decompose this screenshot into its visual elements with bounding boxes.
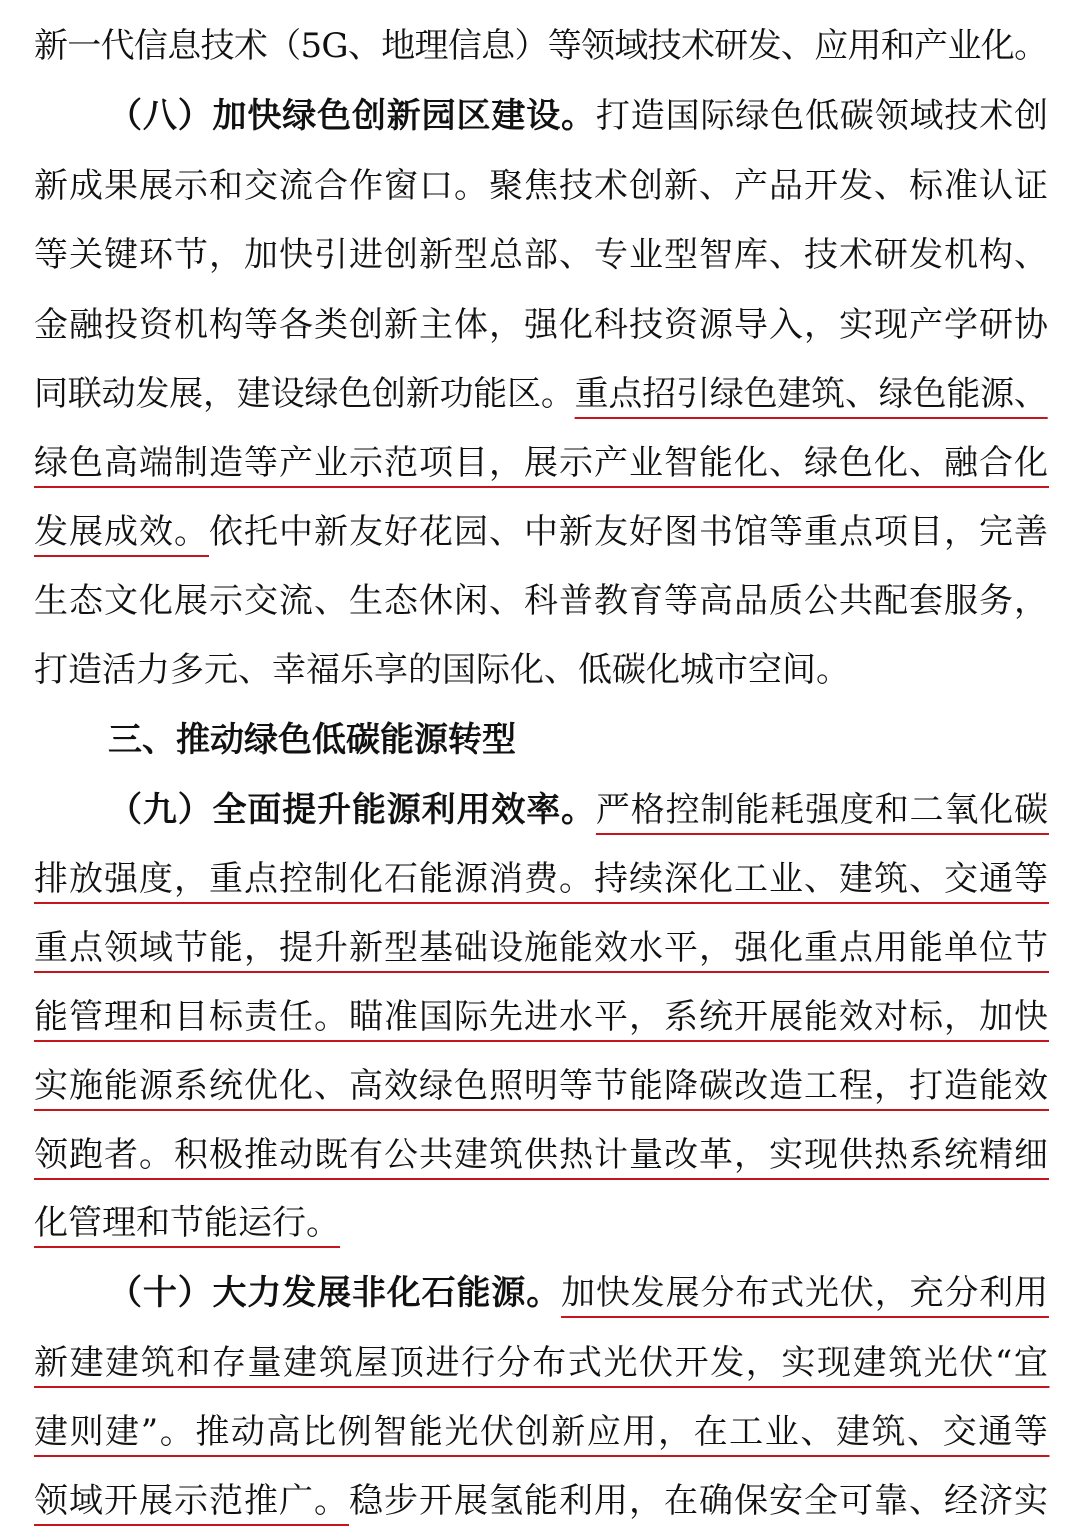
underlined-text: 重点招引绿色建筑、绿色能源、 (574, 374, 1048, 414)
text-line (34, 914, 1049, 983)
text-line (34, 360, 1048, 429)
text-line (108, 776, 1049, 845)
text-line (34, 498, 1049, 567)
text-line (34, 983, 1049, 1052)
body-text: 依托中新友好花园、中新友好图书馆等重点项目，完善 (209, 512, 1049, 552)
underlined-text: 严格控制能耗强度和二氧化碳 (595, 790, 1049, 830)
text-line (34, 1052, 1049, 1121)
text-line (34, 291, 1049, 360)
underlined-text: 能管理和目标责任。瞄准国际先进水平，系统开展能效对标，加快 (34, 997, 1049, 1037)
body-text: 生态文化展示交流、生态休闲、科普教育等高品质公共配套服务， (34, 581, 1049, 621)
body-text: 打造活力多元、幸福乐享的国际化、低碳化城市空间。 (34, 650, 850, 690)
text-line (34, 152, 1049, 221)
underlined-text: 加快发展分布式光伏，充分利用 (561, 1273, 1049, 1313)
body-text: 新成果展示和交流合作窗口。聚焦技术创新、产品开发、标准认证 (34, 166, 1049, 206)
section-lead-bold: （九）全面提升能源利用效率。 (108, 790, 596, 830)
text-line (34, 221, 1049, 290)
underlined-text: 领域开展示范推广。 (34, 1481, 349, 1521)
body-text: 打造国际绿色低碳领域技术创 (595, 96, 1049, 136)
body-text: 金融投资机构等各类创新主体，强化科技资源导入，实现产学研协 (34, 305, 1049, 345)
text-line (34, 845, 1049, 914)
underlined-text: 发展成效。 (34, 512, 209, 552)
underlined-text: 重点领域节能，提升新型基础设施能效水平，强化重点用能单位节 (34, 928, 1049, 968)
text-line (34, 429, 1049, 498)
text-line (108, 1259, 1049, 1328)
text-line (34, 12, 1047, 81)
underlined-text: 建则建”。推动高比例智能光伏创新应用，在工业、建筑、交通等 (34, 1412, 1050, 1452)
text-line (108, 706, 516, 775)
body-text: 同联动发展，建设绿色创新功能区。 (34, 374, 575, 414)
underlined-text: 化管理和节能运行。 (34, 1203, 340, 1243)
text-line (34, 1467, 1049, 1536)
text-line (34, 1189, 340, 1258)
section-lead-bold: （八）加快绿色创新园区建设。 (108, 96, 596, 136)
underlined-text: 实施能源系统优化、高效绿色照明等节能降碳改造工程，打造能效 (34, 1066, 1049, 1106)
text-line (34, 1398, 1050, 1467)
section-lead-bold: （十）大力发展非化石能源。 (108, 1273, 562, 1313)
text-line (34, 567, 1049, 636)
underlined-text: 排放强度，重点控制化石能源消费。持续深化工业、建筑、交通等 (34, 859, 1049, 899)
body-text: 新一代信息技术（5G、地理信息）等领域技术研发、应用和产业化。 (34, 26, 1048, 66)
text-line (34, 636, 850, 705)
underlined-text: 领跑者。积极推动既有公共建筑供热计量改革，实现供热系统精细 (34, 1135, 1049, 1175)
body-text: 稳步开展氢能利用，在确保安全可靠、经济实 (349, 1481, 1049, 1521)
text-line (34, 1121, 1049, 1190)
text-line (34, 1329, 1050, 1398)
chapter-heading: 三、推动绿色低碳能源转型 (108, 720, 516, 760)
text-line (108, 82, 1049, 151)
underlined-text: 新建建筑和存量建筑屋顶进行分布式光伏开发，实现建筑光伏“宜 (34, 1343, 1050, 1383)
body-text: 等关键环节，加快引进创新型总部、专业型智库、技术研发机构、 (34, 235, 1049, 275)
underlined-text: 绿色高端制造等产业示范项目，展示产业智能化、绿色化、融合化 (34, 443, 1049, 483)
